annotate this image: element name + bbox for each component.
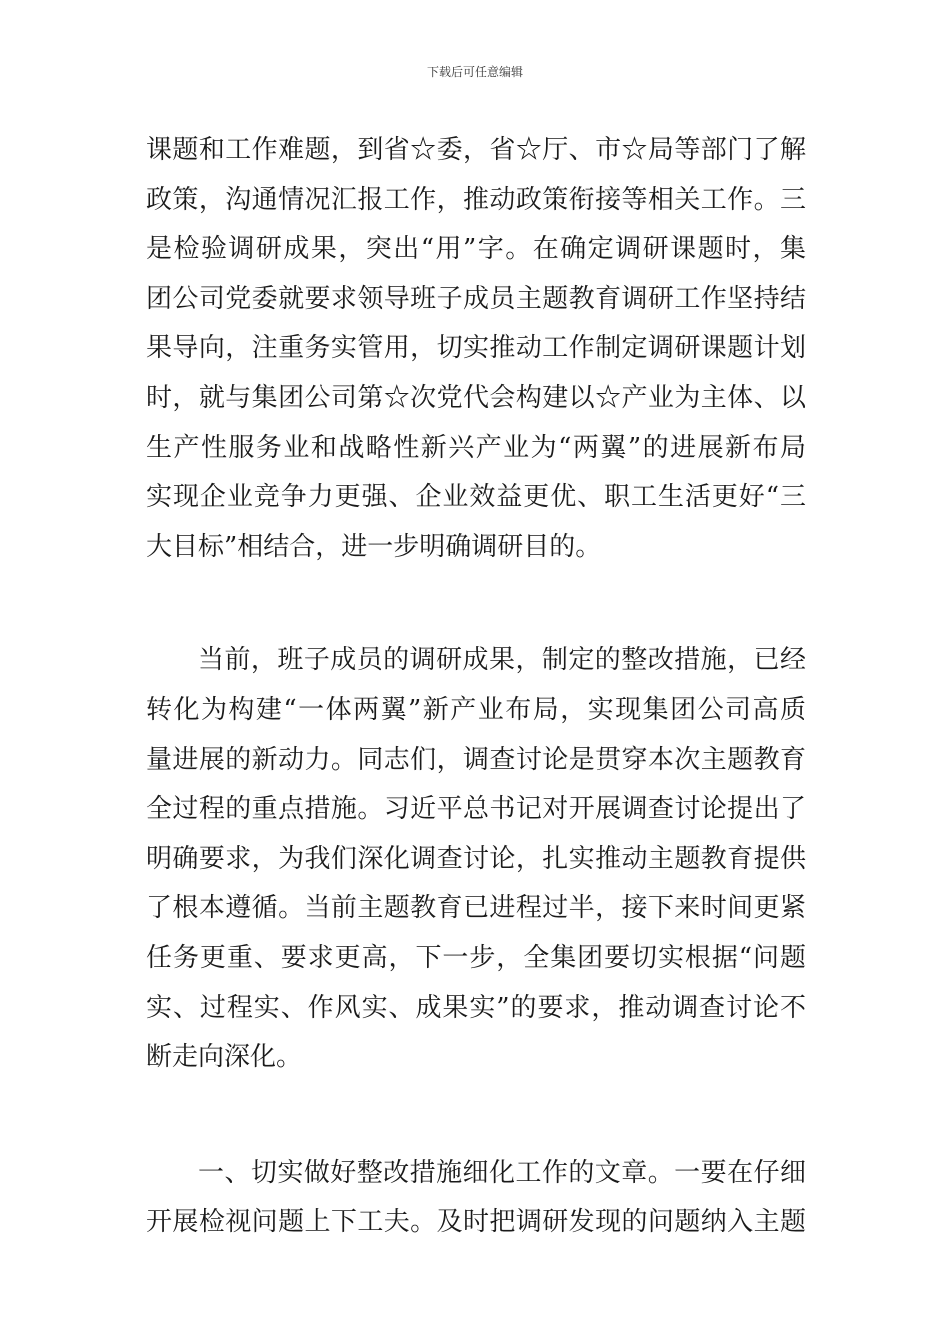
text-line: 全过程的重点措施。习近平总书记对开展调查讨论提出了 [146, 794, 806, 825]
text-line: 是检验调研成果，突出“用”字。在确定调研课题时，集 [146, 234, 806, 265]
text-line: 任务更重、要求更高，下一步，全集团要切实根据“问题 [146, 942, 806, 973]
text-line: 生产性服务业和战略性新兴产业为“两翼”的进展新布局 [146, 432, 806, 463]
document-body [146, 126, 806, 1248]
paragraph-2 [146, 636, 806, 1082]
text-line: 果导向，注重务实管用，切实推动工作制定调研课题计划 [146, 333, 806, 364]
text-line: 断走向深化。 [146, 1042, 303, 1073]
text-line: 时，就与集团公司第☆次党代会构建以☆产业为主体、以 [146, 382, 806, 413]
text-line: 实、过程实、作风实、成果实”的要求，推动调查讨论不 [146, 992, 806, 1023]
paragraph-spacer [146, 1083, 806, 1149]
paragraph-spacer [146, 572, 806, 636]
text-line: 政策，沟通情况汇报工作，推动政策衔接等相关工作。三 [146, 184, 806, 215]
paragraph-1 [146, 126, 806, 572]
text-line: 团公司党委就要求领导班子成员主题教育调研工作坚持结 [146, 283, 806, 314]
text-line: 实现企业竞争力更强、企业效益更优、职工生活更好“三 [146, 482, 806, 513]
paragraph-3 [146, 1149, 806, 1248]
text-line: 大目标”相结合，进一步明确调研目的。 [146, 531, 602, 562]
text-line: 一、切实做好整改措施细化工作的文章。一要在仔细 [198, 1157, 806, 1188]
text-line: 了根本遵循。当前主题教育已进程过半，接下来时间更紧 [146, 893, 806, 924]
text-line: 转化为构建“一体两翼”新产业布局，实现集团公司高质 [146, 694, 806, 725]
text-line: 开展检视问题上下工夫。及时把调研发现的问题纳入主题 [146, 1207, 806, 1238]
page-header: 下载后可任意编辑 [426, 65, 523, 79]
text-line: 当前，班子成员的调研成果，制定的整改措施，已经 [198, 645, 806, 676]
text-line: 明确要求，为我们深化调查讨论，扎实推动主题教育提供 [146, 843, 806, 874]
text-line: 课题和工作难题，到省☆委，省☆厅、市☆局等部门了解 [146, 135, 806, 165]
text-line: 量进展的新动力。同志们，调查讨论是贯穿本次主题教育 [146, 744, 806, 775]
